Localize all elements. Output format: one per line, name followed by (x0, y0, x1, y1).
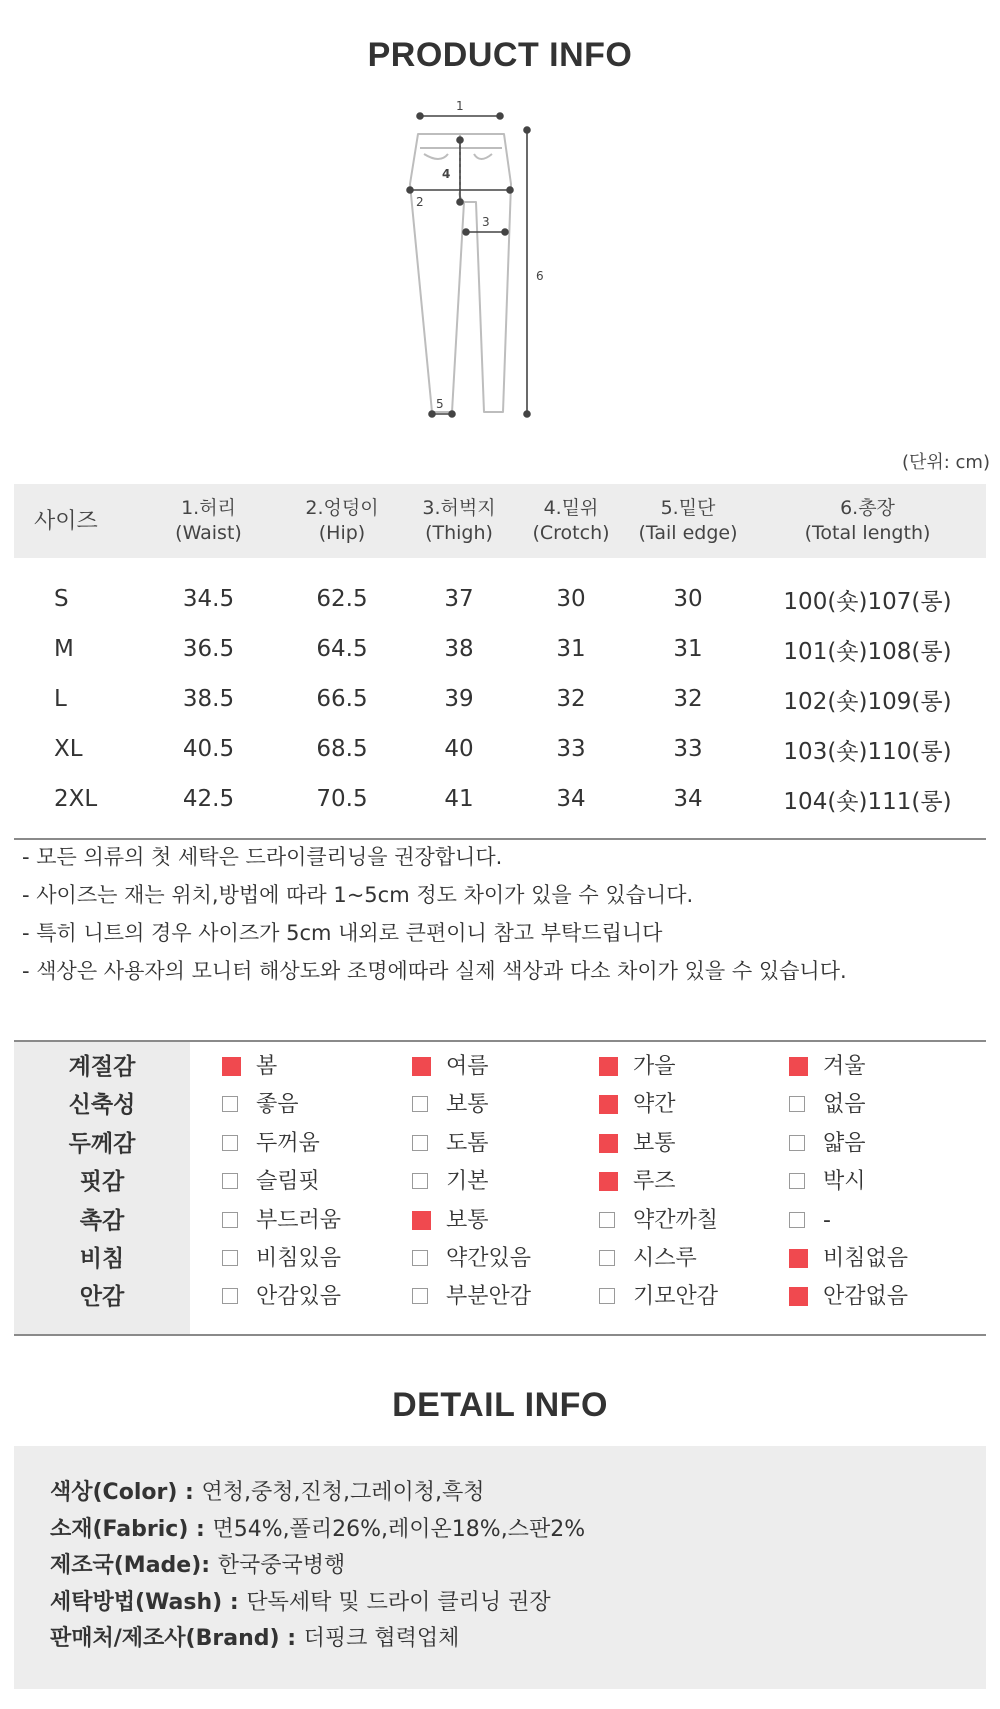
detail-row (50, 1474, 485, 1512)
checked-box-icon (222, 1057, 241, 1076)
size-cell: 2XL (14, 774, 136, 839)
option-label: 부드러움 (256, 1207, 342, 1233)
option-label: 부분안감 (446, 1284, 532, 1310)
checked-box-icon (412, 1211, 431, 1230)
size-cell: 39 (444, 686, 474, 712)
size-header-cell (749, 484, 986, 558)
option-label: 비침있음 (256, 1246, 342, 1271)
detail-row (50, 1511, 585, 1549)
size-cell: 41 (403, 774, 515, 839)
option-label: 가을 (633, 1054, 676, 1079)
attribute-label: 비침 (79, 1246, 125, 1272)
attribute-row (14, 1125, 986, 1163)
unchecked-box-icon (222, 1173, 238, 1189)
size-cell: 68.5 (316, 736, 368, 762)
size-header-cell (136, 484, 281, 558)
diagram-label-6: 6 (536, 269, 544, 283)
size-cell: 101(숏)108(롱) (783, 638, 952, 665)
unchecked-box-icon (789, 1173, 805, 1189)
header-line1: 사이즈 (34, 508, 98, 534)
option-label: 안감있음 (256, 1284, 342, 1310)
option-label: 약간까칠 (633, 1207, 719, 1233)
header-line2: (Total length) (804, 522, 931, 544)
checked-box-icon (789, 1249, 808, 1268)
option-label: 루즈 (633, 1169, 676, 1195)
diagram-label-4: 4 (442, 167, 451, 181)
unchecked-box-icon (222, 1250, 238, 1266)
size-cell: 34 (627, 774, 749, 839)
size-cell: 42.5 (136, 774, 281, 839)
detail-value: 연청,중청,진청,그레이청,흑청 (201, 1480, 485, 1505)
size-table (14, 484, 986, 840)
attribute-label: 두께감 (68, 1130, 136, 1157)
detail-value: 한국중국병행 (217, 1553, 346, 1578)
option-label: 시스루 (633, 1246, 697, 1271)
size-table-header (14, 484, 986, 558)
size-cell: 100(숏)107(롱) (783, 588, 952, 615)
unchecked-box-icon (412, 1173, 428, 1189)
checked-box-icon (599, 1134, 618, 1153)
option-label: 겨울 (823, 1054, 866, 1079)
option-label: 보통 (633, 1130, 676, 1156)
detail-value: 면54%,폴리26%,레이온18%,스판2% (212, 1516, 586, 1542)
header-line2: (Waist) (175, 522, 242, 544)
attribute-row (14, 1048, 986, 1086)
size-row (14, 774, 986, 839)
size-cell: 40 (444, 736, 474, 762)
attribute-row (14, 1086, 986, 1124)
unchecked-box-icon (222, 1135, 238, 1151)
detail-row (50, 1547, 345, 1585)
unchecked-box-icon (222, 1096, 238, 1112)
size-header-cell (403, 484, 515, 558)
option-label: 여름 (446, 1054, 489, 1079)
size-cell: 38.5 (182, 686, 235, 712)
unchecked-box-icon (412, 1250, 428, 1266)
attribute-row (14, 1163, 986, 1201)
option-label: 비침없음 (823, 1246, 909, 1271)
option-label: 없음 (823, 1092, 866, 1118)
size-header-cell (14, 484, 136, 558)
attribute-label: 촉감 (79, 1207, 125, 1234)
checked-box-icon (599, 1057, 618, 1076)
header-line1: 1.허리 (181, 497, 236, 519)
unchecked-box-icon (412, 1135, 428, 1151)
header-line2: (Tail edge) (638, 522, 738, 544)
header-line2: (Thigh) (425, 522, 493, 544)
note-item: - 사이즈는 재는 위치,방법에 따라 1~5cm 정도 차이가 있을 수 있습니다. (22, 883, 694, 907)
header-line1: 4.밑위 (543, 497, 599, 519)
size-cell: 32 (556, 686, 586, 712)
diagram-label-3: 3 (482, 215, 490, 229)
size-cell: XL (54, 736, 83, 762)
size-cell: 31 (556, 636, 586, 662)
detail-row (50, 1584, 551, 1622)
size-cell: 40.5 (182, 736, 235, 762)
size-cell: 34.5 (182, 586, 235, 612)
detail-info-title: DETAIL INFO (392, 1386, 608, 1424)
diagram-label-1: 1 (456, 99, 464, 113)
size-table-body (14, 558, 986, 839)
checked-box-icon (599, 1095, 618, 1114)
size-cell: 31 (673, 636, 703, 662)
detail-value: 단독세탁 및 드라이 클리닝 권장 (246, 1589, 551, 1615)
note-item: - 특히 니트의 경우 사이즈가 5cm 내외로 큰편이니 참고 부탁드립니다 (22, 921, 663, 945)
checked-box-icon (599, 1172, 618, 1191)
attribute-label: 핏감 (79, 1169, 125, 1196)
product-info-title: PRODUCT INFO (367, 36, 633, 74)
header-line1: 6.총장 (840, 497, 895, 519)
option-label: 약간 (633, 1092, 676, 1118)
header-line1: 3.허벅지 (422, 497, 496, 519)
option-label: 기모안감 (633, 1284, 719, 1310)
detail-label: 판매처/제조사(Brand) : (50, 1626, 304, 1651)
pants-measurement-diagram (380, 92, 600, 442)
note-item: - 색상은 사용자의 모니터 해상도와 조명에따라 실제 색상과 다소 차이가 있을 수 있습니다. (22, 959, 847, 983)
size-cell: 33 (556, 736, 586, 762)
size-cell: 66.5 (316, 686, 368, 712)
diagram-label-5: 5 (436, 397, 444, 411)
size-cell: 34 (515, 774, 627, 839)
unchecked-box-icon (599, 1288, 615, 1304)
unchecked-box-icon (789, 1096, 805, 1112)
option-label: 두꺼움 (256, 1130, 320, 1156)
unchecked-box-icon (412, 1288, 428, 1304)
unchecked-box-icon (222, 1288, 238, 1304)
size-cell: L (54, 686, 67, 712)
size-cell: 103(숏)110(롱) (783, 738, 952, 765)
size-cell: 70.5 (281, 774, 403, 839)
attribute-label: 신축성 (68, 1092, 136, 1119)
header-line2: (Crotch) (532, 522, 610, 544)
header-line2: (Hip) (318, 522, 366, 544)
size-cell: 30 (673, 586, 703, 612)
attribute-row (14, 1240, 986, 1278)
option-label: 박시 (823, 1169, 866, 1195)
attribute-row (14, 1278, 986, 1316)
unchecked-box-icon (412, 1096, 428, 1112)
size-cell: 32 (673, 686, 703, 712)
size-cell: 36.5 (182, 636, 235, 662)
size-cell: 64.5 (316, 636, 368, 662)
size-row (14, 624, 986, 674)
checked-box-icon (789, 1057, 808, 1076)
detail-label: 소재(Fabric) : (50, 1516, 213, 1542)
size-header-cell (281, 484, 403, 558)
size-cell: 102(숏)109(롱) (783, 688, 952, 715)
note-item: - 모든 의류의 첫 세탁은 드라이클리닝을 권장합니다. (22, 845, 503, 869)
size-cell: 33 (673, 736, 703, 762)
size-cell: 38 (444, 636, 474, 662)
attribute-row (14, 1202, 986, 1240)
unchecked-box-icon (599, 1250, 615, 1266)
size-row (14, 558, 986, 624)
detail-label: 세탁방법(Wash) : (50, 1589, 247, 1615)
option-label: 좋음 (256, 1092, 299, 1118)
size-cell: M (54, 636, 74, 662)
attribute-label: 계절감 (68, 1054, 136, 1080)
unchecked-box-icon (789, 1212, 805, 1228)
detail-info-box (14, 1446, 986, 1689)
detail-row (50, 1620, 459, 1658)
attribute-table (14, 1040, 986, 1336)
checked-box-icon (789, 1287, 808, 1306)
size-header-cell (515, 484, 627, 558)
option-label: 기본 (446, 1169, 489, 1195)
header-line1: 2.엉덩이 (305, 497, 379, 519)
size-row (14, 674, 986, 724)
option-label: 봄 (256, 1054, 278, 1079)
size-cell: 37 (444, 586, 474, 612)
option-label: 안감없음 (823, 1284, 909, 1310)
attribute-label: 안감 (79, 1284, 125, 1311)
unchecked-box-icon (789, 1135, 805, 1151)
option-label: 얇음 (823, 1130, 866, 1156)
size-cell: 104(숏)111(롱) (749, 774, 986, 839)
header-line1: 5.밑단 (660, 497, 716, 519)
unchecked-box-icon (222, 1212, 238, 1228)
detail-label: 제조국(Made): (50, 1553, 218, 1578)
unit-label: (단위: cm) (901, 452, 990, 473)
checked-box-icon (412, 1057, 431, 1076)
option-label: 도톰 (446, 1130, 489, 1156)
option-label: 약간있음 (446, 1246, 532, 1271)
size-cell: 30 (556, 586, 586, 612)
detail-value: 더핑크 협력업체 (303, 1626, 460, 1651)
option-label: 슬림핏 (256, 1169, 320, 1195)
size-row (14, 724, 986, 774)
notes-list (22, 838, 847, 990)
option-label: - (823, 1207, 831, 1233)
size-cell: 62.5 (316, 586, 368, 612)
option-label: 보통 (446, 1207, 489, 1233)
detail-label: 색상(Color) : (50, 1480, 202, 1505)
size-header-cell (627, 484, 749, 558)
option-label: 보통 (446, 1092, 489, 1118)
size-cell: S (54, 586, 69, 612)
unchecked-box-icon (599, 1212, 615, 1228)
diagram-label-2: 2 (416, 195, 424, 209)
